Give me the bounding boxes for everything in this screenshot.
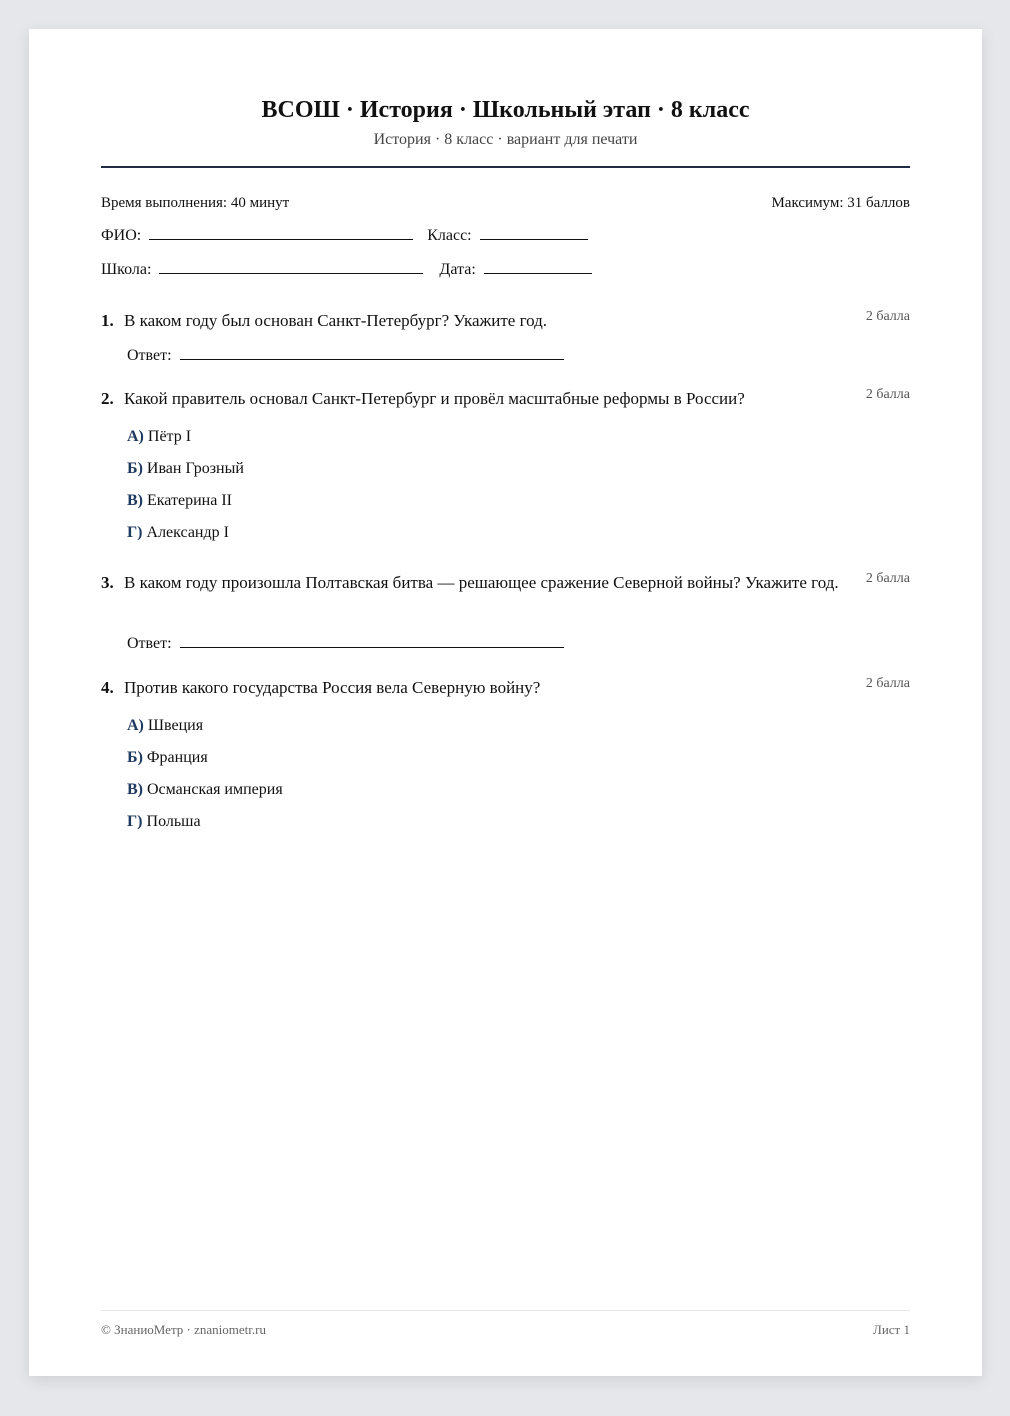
- header-divider: [101, 166, 910, 168]
- option-letter: В): [127, 781, 143, 798]
- option-a[interactable]: [127, 716, 283, 748]
- question-points: 2 балла: [865, 571, 910, 586]
- question-number: 4.: [101, 678, 114, 697]
- footer-divider: [101, 1310, 910, 1311]
- option-letter: А): [127, 428, 144, 445]
- option-letter: Г): [127, 524, 143, 541]
- time-limit: Время выполнения: 40 минут: [101, 195, 290, 211]
- question-text: [101, 674, 851, 701]
- question-body: В каком году произошла Полтавская битва — решающее сражение Северной войны? Укажите год.: [124, 573, 839, 592]
- option-text: Швеция: [147, 717, 204, 734]
- class-line[interactable]: [480, 225, 588, 240]
- option-d[interactable]: [127, 523, 244, 555]
- fio-line[interactable]: [149, 225, 413, 240]
- question-number: 2.: [101, 389, 114, 408]
- question-points: 2 балла: [865, 676, 910, 691]
- option-text: Пётр I: [147, 428, 192, 445]
- question-body: Против какого государства Россия вела Северную войну?: [124, 678, 541, 697]
- answer-line[interactable]: [180, 345, 564, 360]
- max-score: Максимум: 31 баллов: [771, 195, 910, 211]
- option-letter: Б): [127, 749, 143, 766]
- option-letter: Б): [127, 460, 143, 477]
- question-text: [101, 385, 851, 412]
- question-body: Какой правитель основал Санкт-Петербург и провёл масштабные реформы в России?: [124, 389, 745, 408]
- option-letter: А): [127, 717, 144, 734]
- answer-label: Ответ:: [127, 635, 172, 652]
- footer-copyright: © ЗнаниоМетр · znaniometr.ru: [101, 1322, 266, 1337]
- option-text: Екатерина II: [147, 492, 232, 509]
- question-body: В каком году был основан Санкт-Петербург? Укажите год.: [124, 311, 548, 330]
- footer: [101, 1322, 910, 1338]
- question-points: 2 балла: [865, 309, 910, 324]
- answer-line[interactable]: [180, 633, 564, 648]
- school-line[interactable]: [159, 259, 423, 274]
- option-text: Франция: [146, 749, 208, 766]
- date-line[interactable]: [484, 259, 592, 274]
- option-text: Польша: [146, 813, 201, 830]
- option-text: Иван Грозный: [146, 460, 244, 477]
- fio-class-row: [101, 225, 588, 246]
- date-label: Дата:: [439, 261, 476, 278]
- fio-label: ФИО:: [101, 227, 142, 244]
- class-label: Класс:: [427, 227, 472, 244]
- option-a[interactable]: [127, 427, 244, 459]
- school-label: Школа:: [101, 261, 152, 278]
- question-number: 1.: [101, 311, 114, 330]
- question-points: 2 балла: [865, 387, 910, 402]
- options-list: [127, 716, 283, 844]
- option-letter: Г): [127, 813, 143, 830]
- option-b[interactable]: [127, 459, 244, 491]
- question-number: 3.: [101, 573, 114, 592]
- answer-row: [127, 633, 564, 653]
- option-d[interactable]: [127, 812, 283, 844]
- option-text: Александр I: [146, 524, 229, 541]
- option-c[interactable]: [127, 491, 244, 523]
- option-letter: В): [127, 492, 143, 509]
- options-list: [127, 427, 244, 555]
- option-b[interactable]: [127, 748, 283, 780]
- footer-page-number: Лист 1: [873, 1322, 910, 1337]
- answer-row: [127, 345, 564, 365]
- question-text: [101, 307, 851, 334]
- page-subtitle: История · 8 класс · вариант для печати: [373, 131, 638, 148]
- school-date-row: [101, 259, 592, 280]
- answer-label: Ответ:: [127, 347, 172, 364]
- meta-row: [101, 193, 910, 213]
- page-sheet: [29, 29, 982, 1376]
- question-text: [101, 569, 851, 596]
- option-text: Османская империя: [147, 781, 283, 798]
- option-c[interactable]: [127, 780, 283, 812]
- page-title: ВСОШ · История · Школьный этап · 8 класс: [261, 97, 750, 123]
